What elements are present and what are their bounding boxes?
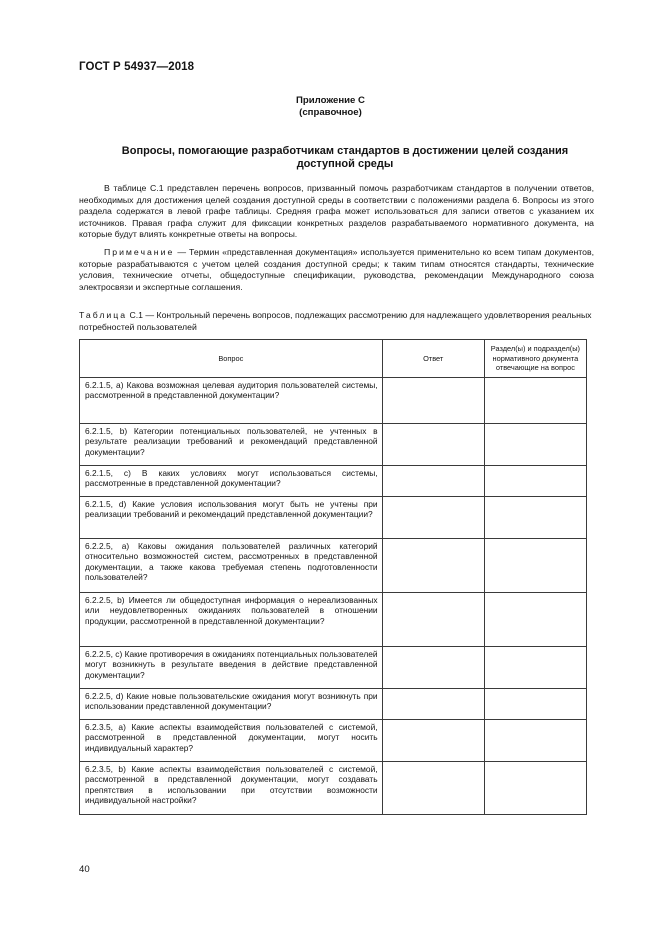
- section-cell[interactable]: [484, 762, 586, 815]
- table-row: [80, 593, 587, 647]
- note-paragraph: [79, 247, 594, 293]
- section-cell[interactable]: [484, 593, 586, 647]
- question-cell: 6.2.1.5, b) Категории потенциальных пользователей, не учтенных в результате реализации требований и рекомендаций представленной документации?: [80, 424, 383, 466]
- question-cell: 6.2.3.5, а) Какие аспекты взаимодействия пользователей с системой, рассмотренной в представленной документации, могут носить индивидуальный характер?: [80, 720, 383, 762]
- table-row: [80, 466, 587, 497]
- section-cell[interactable]: [484, 720, 586, 762]
- answer-cell[interactable]: [382, 762, 484, 815]
- table-header-row: [80, 340, 587, 378]
- answer-cell[interactable]: [382, 466, 484, 497]
- table-caption-text: С.1 — Контрольный перечень вопросов, подлежащих рассмотрению для надлежащего удовлетворения реальных потребностей пользователей: [79, 310, 592, 332]
- answer-cell[interactable]: [382, 647, 484, 689]
- section-cell[interactable]: [484, 466, 586, 497]
- section-cell[interactable]: [484, 539, 586, 593]
- answer-cell[interactable]: [382, 689, 484, 720]
- note-label: Примечание: [104, 247, 175, 257]
- answer-cell[interactable]: [382, 424, 484, 466]
- table-row: [80, 424, 587, 466]
- intro-paragraph: В таблице С.1 представлен перечень вопросов, призванный помочь разработчикам стандартов в получении ответов, необходимых для достижения целей создания доступной среды в соответствии с положениями раздела 6. Вопросы из этого раздела содержатся в левой графе таблицы. Средняя графа может использоваться для записи ответов с указанием их источников. Правая графа служит для фиксации конкретных разделов разрабатываемого нормативного документа, на которые будут влиять конкретные ответы на вопросы.: [79, 183, 594, 240]
- question-cell: 6.2.2.5, b) Имеется ли общедоступная информация о нереализованных или неудовлетворенных ожиданиях пользователей в отношении продукции, рассмотренной в представленной документации?: [80, 593, 383, 647]
- table-row: [80, 497, 587, 539]
- question-cell: 6.2.2.5, d) Какие новые пользовательские ожидания могут возникнуть при использовании представленной документации?: [80, 689, 383, 720]
- appendix-label: Приложение С: [296, 95, 365, 106]
- question-cell: 6.2.2.5, а) Каковы ожидания пользователей различных категорий относительно возможностей систем, рассмотренных в представленной документации, а также какова требуемая степень подготовленности пользователей?: [80, 539, 383, 593]
- question-cell: 6.2.2.5, с) Какие противоречия в ожиданиях потенциальных пользователей могут возникнуть в результате введения в действие представленной документации?: [80, 647, 383, 689]
- table-row: [80, 720, 587, 762]
- header-answer: Ответ: [382, 340, 484, 378]
- answer-cell[interactable]: [382, 720, 484, 762]
- answer-cell[interactable]: [382, 539, 484, 593]
- document-code: ГОСТ Р 54937—2018: [79, 61, 195, 73]
- header-question: Вопрос: [80, 340, 383, 378]
- section-cell[interactable]: [484, 424, 586, 466]
- table-body: [80, 378, 587, 815]
- appendix-type: (справочное): [299, 107, 362, 118]
- question-cell: 6.2.3.5, b) Какие аспекты взаимодействия пользователей с системой, рассмотренной в представленной документации, могут создавать препятствия в использовании при отсутствии возможности индивидуальной настройки?: [80, 762, 383, 815]
- appendix-heading: [0, 95, 661, 119]
- appendix-title: Вопросы, помогающие разработчикам стандартов в достижении целей создания доступной среды: [121, 145, 569, 170]
- question-cell: 6.2.1.5, а) Какова возможная целевая аудитория пользователей системы, рассмотренной в представленной документации?: [80, 378, 383, 424]
- answer-cell[interactable]: [382, 593, 484, 647]
- table-caption: [79, 310, 594, 333]
- answer-cell[interactable]: [382, 378, 484, 424]
- table-row: [80, 378, 587, 424]
- section-cell[interactable]: [484, 647, 586, 689]
- table-row: [80, 539, 587, 593]
- answer-cell[interactable]: [382, 497, 484, 539]
- note-text: — Термин «представленная документация» используется применительно ко всем типам документов, которые разрабатываются с учетом целей создания доступной среды; к таким типам относятся стандарты, технические условия, технические отчеты, общедоступные спецификации, руководства, рекомендации Международного союза электросвязи и экспертные соглашения.: [79, 247, 594, 292]
- table-caption-label: Таблица: [79, 310, 128, 320]
- question-cell: 6.2.1.5, с) В каких условиях могут использоваться системы, рассмотренные в представленной документации?: [80, 466, 383, 497]
- table-row: [80, 689, 587, 720]
- section-cell[interactable]: [484, 497, 586, 539]
- checklist-table: [79, 339, 587, 815]
- page-number: 40: [79, 864, 90, 875]
- table-row: [80, 762, 587, 815]
- section-cell[interactable]: [484, 378, 586, 424]
- section-cell[interactable]: [484, 689, 586, 720]
- header-section: Раздел(ы) и подраздел(ы) нормативного документа отвечающие на вопрос: [484, 340, 586, 378]
- table-row: [80, 647, 587, 689]
- question-cell: 6.2.1.5, d) Какие условия использования могут быть не учтены при реализации требований и рекомендаций представленной документации?: [80, 497, 383, 539]
